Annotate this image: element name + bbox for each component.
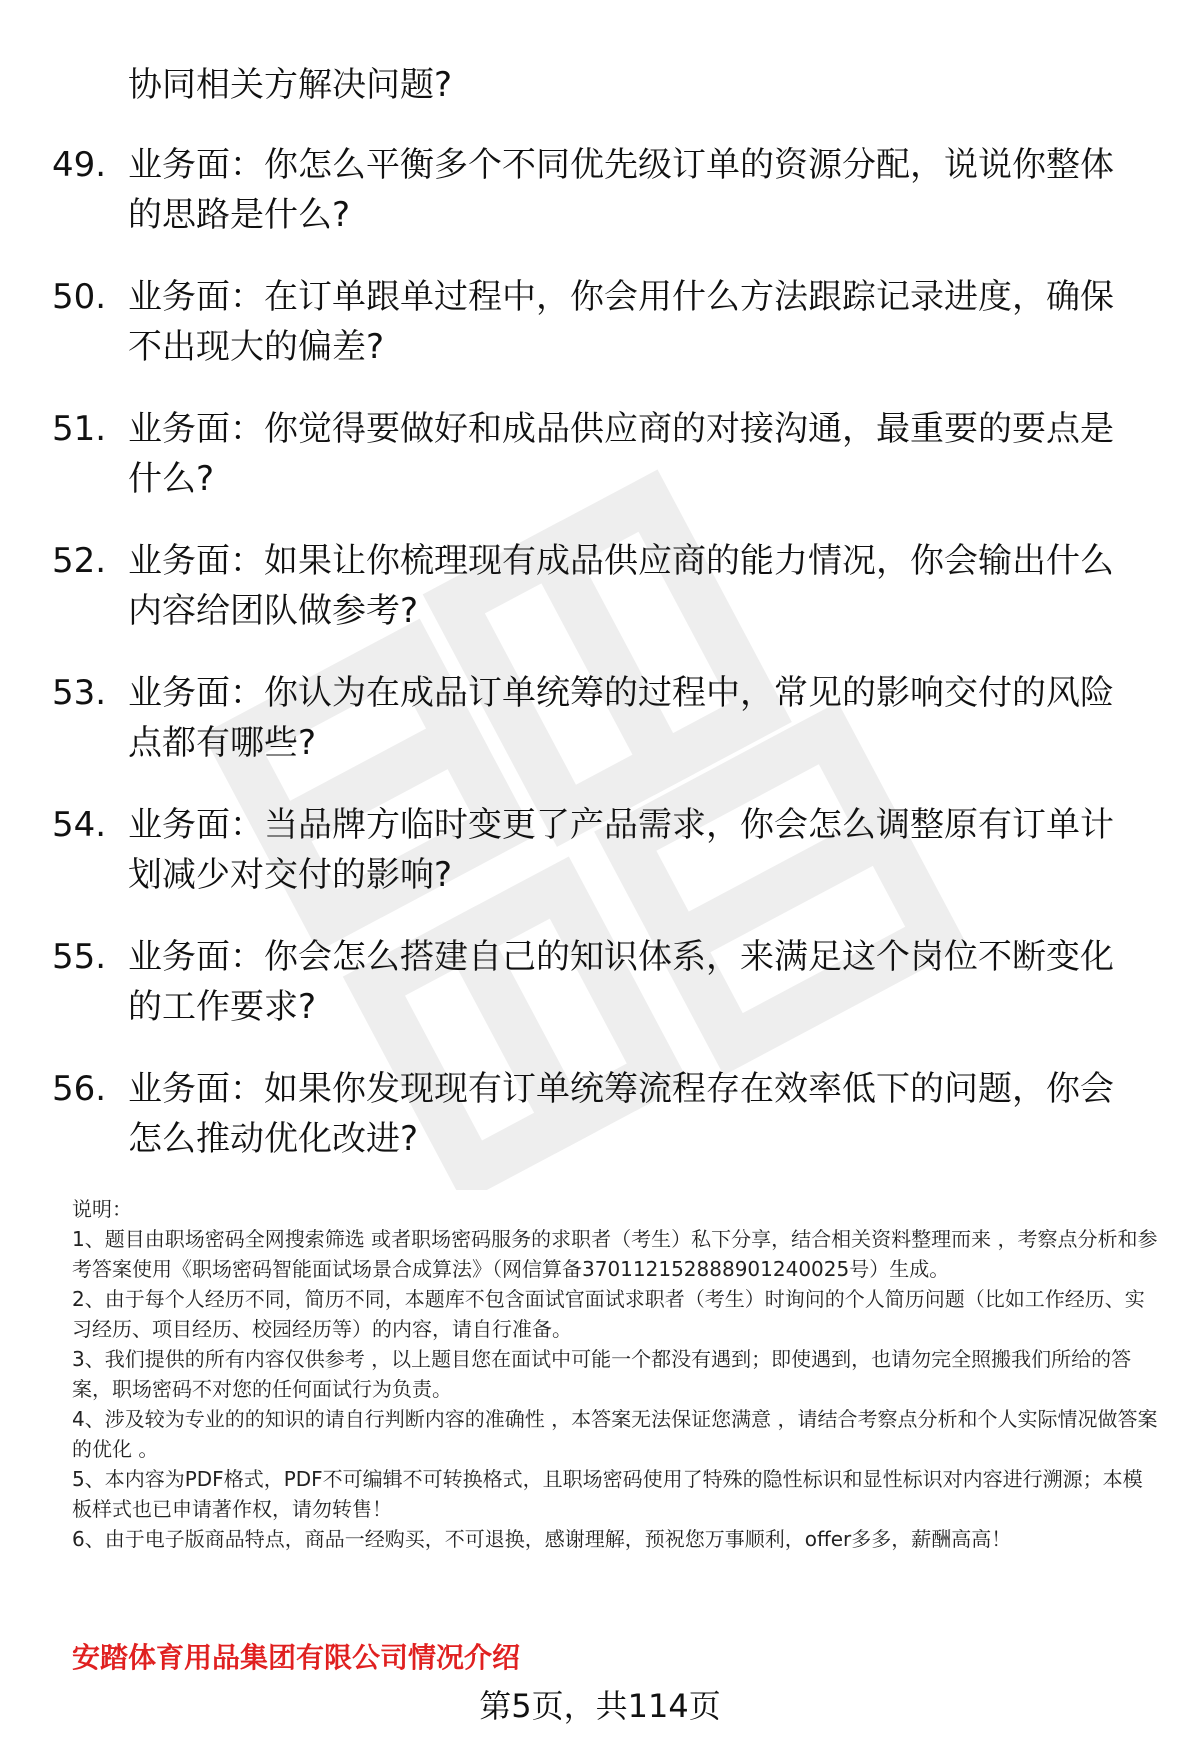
question-item xyxy=(0,800,1200,932)
question-item xyxy=(0,536,1200,668)
note-item: 6、由于电子版商品特点，商品一经购买，不可退换，感谢理解，预祝您万事顺利，offer多多，薪酬高高！ xyxy=(72,1527,1012,1551)
question-item xyxy=(0,140,1200,272)
note-item: 5、本内容为PDF格式，PDF不可编辑不可转换格式，且职场密码使用了特殊的隐性标识和显性标识对内容进行溯源；本模板样式也已申请著作权，请勿转售！ xyxy=(72,1467,1143,1521)
question-number: 50. xyxy=(52,277,107,317)
question-item xyxy=(0,404,1200,536)
question-text: 业务面：如果你发现现有订单统筹流程存在效率低下的问题，你会怎么推动优化改进? xyxy=(128,1069,1114,1159)
question-text: 业务面：你觉得要做好和成品供应商的对接沟通，最重要的要点是什么? xyxy=(128,409,1114,499)
note-item: 1、题目由职场密码全网搜索筛选 或者职场密码服务的求职者（考生）私下分享，结合相关资料整理而来 ，考察点分析和参考答案使用《职场密码智能面试场景合成算法》（网信算备370112152888901240025号）生成。 xyxy=(72,1227,1158,1281)
notes-section xyxy=(72,1194,1160,1554)
question-number: 53. xyxy=(52,673,107,713)
notes-heading: 说明： xyxy=(72,1197,132,1221)
company-intro-title: 安踏体育用品集团有限公司情况介绍 xyxy=(72,1641,521,1674)
question-item xyxy=(0,1064,1200,1196)
question-number: 56. xyxy=(52,1069,107,1109)
question-number: 51. xyxy=(52,409,107,449)
note-item: 4、涉及较为专业的的知识的请自行判断内容的准确性 ，本答案无法保证您满意 ，请结合考察点分析和个人实际情况做答案的优化 。 xyxy=(72,1407,1158,1461)
question-item xyxy=(0,668,1200,800)
question-item xyxy=(0,932,1200,1064)
question-list xyxy=(0,140,1200,1196)
question-item xyxy=(0,272,1200,404)
question-number: 52. xyxy=(52,541,107,581)
question-number: 49. xyxy=(52,145,107,185)
question-text: 业务面：你会怎么搭建自己的知识体系，来满足这个岗位不断变化的工作要求? xyxy=(128,937,1114,1027)
question-text: 业务面：在订单跟单过程中，你会用什么方法跟踪记录进度，确保不出现大的偏差? xyxy=(128,277,1114,367)
question-number: 55. xyxy=(52,937,107,977)
page-number-footer: 第5页，共114页 xyxy=(479,1687,721,1725)
note-item: 3、我们提供的所有内容仅供参考 ，以上题目您在面试中可能一个都没有遇到；即使遇到，也请勿完全照搬我们所给的答案，职场密码不对您的任何面试行为负责。 xyxy=(72,1347,1132,1401)
note-item: 2、由于每个人经历不同，简历不同，本题库不包含面试官面试求职者（考生）时询问的个人简历问题（比如工作经历、实习经历、项目经历、校园经历等）的内容，请自行准备。 xyxy=(72,1287,1145,1341)
question-text: 业务面：你认为在成品订单统筹的过程中，常见的影响交付的风险点都有哪些? xyxy=(128,673,1114,763)
question-text: 业务面：当品牌方临时变更了产品需求，你会怎么调整原有订单计划减少对交付的影响? xyxy=(128,805,1114,895)
question-continuation-text: 协同相关方解决问题? xyxy=(128,65,453,105)
question-text: 业务面：你怎么平衡多个不同优先级订单的资源分配，说说你整体的思路是什么? xyxy=(128,145,1114,235)
question-number: 54. xyxy=(52,805,107,845)
question-text: 业务面：如果让你梳理现有成品供应商的能力情况，你会输出什么内容给团队做参考? xyxy=(128,541,1114,631)
